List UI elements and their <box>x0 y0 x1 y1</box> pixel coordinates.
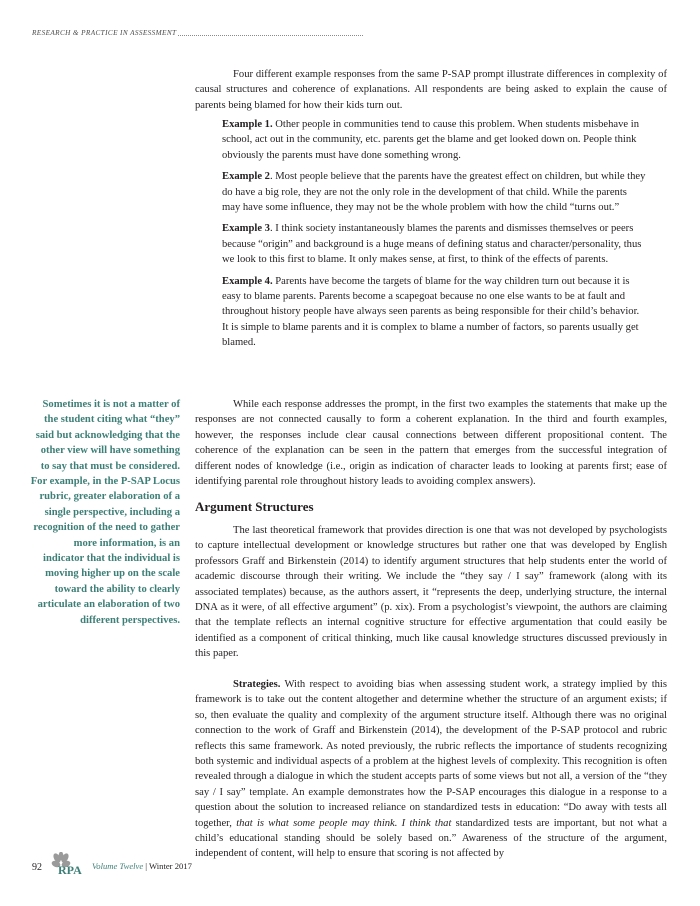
analysis-paragraph: While each response addresses the prompt, in the first two examples the statements that make up the responses are not connected causally to form a coherent explanation. In the third and fourth examples, however, the responses include clear causal connections between different propositional content. The coherence of the explanation can be seen in the pattern that emerges from the successful integration of different nodes of knowledge (i.e., origin as indication of character leads to looking at parents first; ease of identifying parental role throughout history leads to avoiding complex answers). <box>195 399 667 488</box>
running-header <box>32 29 352 49</box>
section-heading: Argument Structures <box>195 499 314 514</box>
running-title: RESEARCH & PRACTICE IN ASSESSMENT <box>32 29 177 37</box>
pull-quote: Sometimes it is not a matter of the student citing what “they” said but acknowledging that the other view will have something to say that must be considered. For example, in the P-SAP Locus rubric, greater elaboration of a single perspective, including a recognition of the need to gather more information, is an indicator that the individual is moving higher up on the scale toward the ability to clearly articulate an elaboration of two different perspectives. <box>30 399 180 626</box>
header-dotted-rule <box>178 35 363 36</box>
example-1: Example 1. Other people in communities tend to cause this problem. When students misbehave in school, act out in the community, etc. parents get the blame and get looked down on. People think obviously the parents must have done something wrong. <box>222 119 640 161</box>
argument-paragraph: The last theoretical framework that provides direction is one that was not developed by psychologists to capture intellectual development or knowledge structures but rather one that was developed by English professors Graff and Birkenstein (2014) to identify argument structures that help students enter the world of academic discourse through their writing. We include the “they say / I say” framework (along with its associated templates) because, as the authors assert, it “represents the deep, underlying structure, the internal DNA as it were, of all effective argument” (p. xix). From a psychologist’s viewpoint, the authors are claiming that the template reflects an internal cognitive structure for effective argumentation that could easily be identified as a component of critical thinking, much like causal knowledge structures discussed previously in this paper. <box>195 525 667 660</box>
example-3: Example 3. I think society instantaneously blames the parents and dismisses themselves or peers because “origin” and background is a huge means of defining status and character/personality, thus we look to this first to blame. It only makes sense, at first, to think of the effects of parents. <box>222 223 642 266</box>
strategies-paragraph: Strategies. With respect to avoiding bias when assessing student work, a strategy implied by this framework is to take out the content altogether and determine whether the structure of an argument exists; if so, then evaluate the quality and complexity of the argument structure itself. Although there was no original connection to the work of Graff and Birkenstein (2014), the development of the P-SAP protocol and rubric reflects this same framework. As noted previously, the rubric reflects the importance of students recognizing both systemic and individual aspects of a problem at the highest levels of complexity. This recognition is often revealed through a dialogue in which the student accepts parts of some views but not all, a version of the “they say / I say” template. An example demonstrates how the P-SAP encourages this dialogue in a response to a question about the solution to increased reliance on standardized tests in education: “Do away with tests all together, that is what some people may think. I think that standardized tests are important, but not what a child’s educational standing should be solely based on.” Awareness of the structure of the argument, independent of content, will help to ensure that scoring is not affected by <box>195 679 667 860</box>
example-4: Example 4. Parents have become the targets of blame for the way children turn out because it is easy to blame parents. Parents become a scapegoat because no one else wants to be at fault and throughout history people have always seen parents as being responsible for their child’s behavior. It is simple to blame parents and it is complex to blame a number of factors, so parents usually get blamed. <box>222 275 640 349</box>
intro-paragraph: Four different example responses from the same P-SAP prompt illustrate differences in complexity of causal structures and coherence of explanations. All respondents are being asked to explain the cause of parents being blamed for how their kids turn out. <box>195 69 667 111</box>
issue-info: Volume Twelve | Winter 2017 <box>92 861 192 871</box>
page-number: 92 <box>32 862 42 873</box>
example-2: Example 2. Most people believe that the parents have the greatest effect on children, but while they do have a big role, they are not the only role in the development of that child. While the parents may have some influence, they may not be the whole problem with how the child “turns out.” <box>222 171 646 214</box>
strategies-label: Strategies. <box>233 679 281 690</box>
example-list <box>222 117 646 357</box>
rpa-logo <box>50 852 92 876</box>
svg-text:RPA: RPA <box>58 863 82 876</box>
italic-quote: that is what some people may think. I think that <box>236 817 452 829</box>
footer <box>32 852 332 876</box>
